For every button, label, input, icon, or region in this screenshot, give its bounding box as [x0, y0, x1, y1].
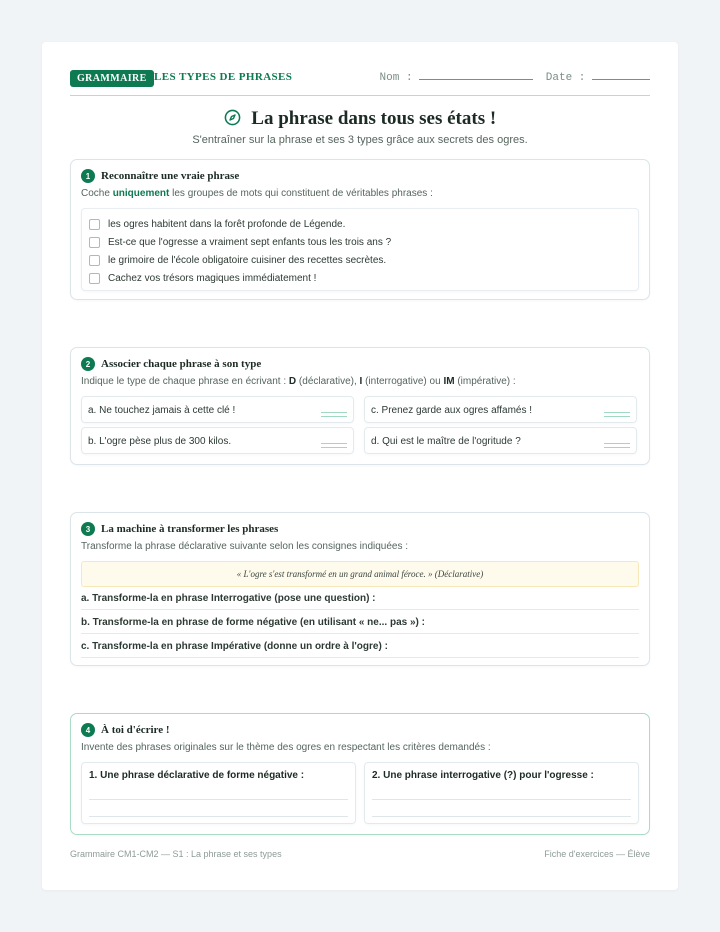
checklist-item-label: le grimoire de l'école obligatoire cuisiner des recettes secrètes. [108, 254, 387, 266]
section-heading [81, 522, 278, 536]
checkbox[interactable] [89, 255, 100, 266]
sentence-item-d [364, 427, 637, 454]
sentence-item-c [364, 396, 637, 423]
writing-line[interactable] [372, 816, 631, 817]
checklist-item[interactable] [82, 233, 638, 251]
writing-line[interactable] [89, 799, 348, 800]
section-transform-machine [70, 512, 650, 666]
sentence-item-b [81, 427, 354, 454]
section-match-type [70, 347, 650, 465]
section-number: 2 [81, 357, 95, 371]
checkbox[interactable] [89, 273, 100, 284]
section-title: À toi d'écrire ! [101, 724, 170, 736]
section-title: La machine à transformer les phrases [101, 523, 279, 535]
sentence-item-a [81, 396, 354, 423]
checklist-item-label: Cachez vos trésors magiques immédiatement ! [108, 272, 317, 284]
instruction-text: Indique le type de chaque phrase en écrivant : [81, 376, 289, 387]
sentence-text: a. Ne touchez jamais à cette clé ! [88, 405, 236, 416]
section-instruction [81, 188, 433, 199]
checkbox[interactable] [89, 237, 100, 248]
checklist-item[interactable] [82, 269, 638, 287]
date-blank[interactable] [592, 71, 650, 80]
footer-left: Grammaire CM1-CM2 — S1 : La phrase et ses types [70, 849, 282, 859]
code-d: D [288, 376, 297, 387]
section-title: Associer chaque phrase à son type [101, 358, 262, 370]
code-i: I [359, 376, 363, 387]
answer-blank[interactable] [321, 412, 347, 417]
student-fields [380, 71, 650, 84]
instruction-text: les groupes de mots qui constituent de véritables phrases : [169, 188, 433, 199]
worksheet [42, 42, 678, 890]
checklist-item[interactable] [82, 215, 638, 233]
section-number: 4 [81, 723, 95, 737]
transform-task[interactable]: a. Transforme-la en phrase Interrogative (pose une question) : [81, 593, 639, 610]
writing-box[interactable] [364, 762, 639, 824]
nom-label: Nom : [379, 72, 413, 84]
answer-blank[interactable] [321, 443, 347, 448]
writing-box[interactable] [81, 762, 356, 824]
section-title: Reconnaître une vraie phrase [101, 170, 240, 182]
section-instruction [81, 376, 516, 387]
date-label: Date : [545, 72, 586, 84]
sentence-text: b. L'ogre pèse plus de 300 kilos. [88, 436, 232, 447]
section-heading [81, 723, 170, 737]
section-number: 3 [81, 522, 95, 536]
instruction-text: Coche [81, 188, 113, 199]
transform-task[interactable]: c. Transforme-la en phrase Impérative (donne un ordre à l'ogre) : [81, 641, 639, 658]
writing-line[interactable] [89, 816, 348, 817]
instruction-highlight: uniquement [112, 188, 170, 199]
label-im: (impérative) : [454, 376, 516, 387]
checklist-item-label: Est-ce que l'ogresse a vraiment sept enfants tous les trois ans ? [108, 236, 392, 248]
transform-task[interactable]: b. Transforme-la en phrase de forme négative (en utilisant « ne... pas ») : [81, 617, 639, 634]
section-number: 1 [81, 169, 95, 183]
label-i: (interrogative) ou [362, 376, 444, 387]
code-im: IM [443, 376, 455, 387]
nom-blank[interactable] [419, 71, 533, 80]
section-heading [81, 357, 261, 371]
answer-blank[interactable] [604, 443, 630, 448]
source-sentence: « L'ogre s'est transformé en un grand animal féroce. » (Déclarative) [81, 561, 639, 587]
label-d: (déclarative), [296, 376, 360, 387]
writing-prompt: 2. Une phrase interrogative (?) pour l'ogresse : [372, 770, 594, 781]
sentence-text: c. Prenez garde aux ogres affamés ! [371, 405, 533, 416]
worksheet-header [70, 70, 650, 96]
sentence-text: d. Qui est le maître de l'ogritude ? [371, 436, 521, 447]
writing-prompt: 1. Une phrase déclarative de forme négative : [89, 770, 305, 781]
answer-blank[interactable] [604, 412, 630, 417]
checklist-item[interactable] [82, 251, 638, 269]
checklist-item-label: les ogres habitent dans la forêt profonde de Légende. [108, 218, 346, 230]
compass-icon [224, 109, 241, 126]
header-title: LES TYPES DE PHRASES [154, 71, 293, 83]
page-title: La phrase dans tous ses états ! [251, 108, 497, 129]
page-subtitle: S'entraîner sur la phrase et ses 3 types grâce aux secrets des ogres. [192, 134, 528, 146]
section-heading [81, 169, 239, 183]
checkbox[interactable] [89, 219, 100, 230]
section-instruction: Invente des phrases originales sur le thème des ogres en respectant les critères demandés : [81, 742, 491, 753]
section-instruction: Transforme la phrase déclarative suivante selon les consignes indiquées : [81, 541, 409, 552]
footer-right: Fiche d'exercices — Élève [544, 849, 650, 859]
title-row [42, 108, 678, 130]
subject-badge: GRAMMAIRE [70, 70, 154, 87]
writing-line[interactable] [372, 799, 631, 800]
section-write [70, 713, 650, 835]
checklist [81, 208, 639, 291]
section-recognize-sentence [70, 159, 650, 300]
